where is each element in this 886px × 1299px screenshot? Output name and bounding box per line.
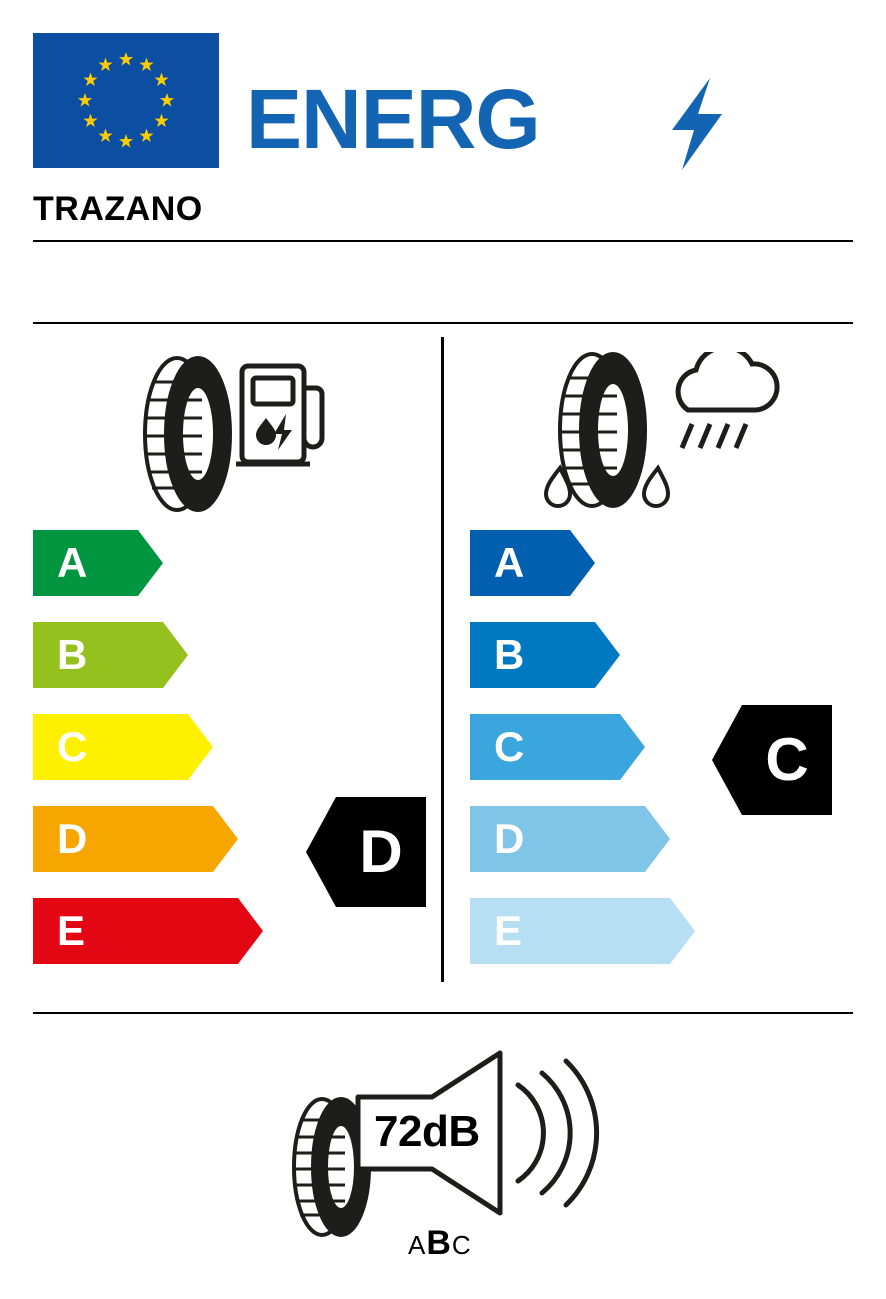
- divider-second: [33, 322, 853, 324]
- fuel-grade-b: [33, 622, 263, 688]
- eu-stars-icon: [33, 33, 219, 168]
- fuel-grade-c: [33, 714, 288, 780]
- fuel-efficiency-scale: [33, 530, 413, 980]
- wet-grade-c: [470, 714, 725, 780]
- wet-grade-a-letter: A: [494, 539, 525, 586]
- wet-grade-d-letter: D: [494, 815, 525, 862]
- fuel-grade-d-letter: D: [57, 815, 88, 862]
- energy-wordmark: ENERG: [246, 72, 540, 166]
- grade-arrow-shape: [33, 530, 163, 596]
- noise-class-a: A: [408, 1230, 427, 1260]
- fuel-grade-e: [33, 898, 338, 964]
- wet-rating-marker: [712, 705, 832, 815]
- fuel-grade-a: [33, 530, 233, 596]
- wet-grade-b: [470, 622, 700, 688]
- fuel-rating-marker: [306, 797, 426, 907]
- eu-flag: [33, 33, 219, 168]
- fuel-grade-a-letter: A: [57, 539, 88, 586]
- noise-class-b: B: [426, 1224, 452, 1262]
- fuel-grade-e-letter: E: [57, 907, 86, 954]
- wet-grade-d: [470, 806, 750, 872]
- noise-class-scale: [408, 1224, 472, 1263]
- wet-grade-a: [470, 530, 670, 596]
- label-header: [33, 33, 853, 168]
- wet-grade-b-letter: B: [494, 631, 525, 678]
- fuel-grade-d: [33, 806, 313, 872]
- grade-arrow-shape: [470, 530, 595, 596]
- noise-class-c: C: [451, 1230, 472, 1260]
- tyre-fuel-pump-icon: [120, 352, 330, 517]
- wet-rating-letter: C: [765, 726, 809, 793]
- divider-top: [33, 240, 853, 242]
- brand-name: TRAZANO: [33, 190, 203, 228]
- grade-arrow-shape: [470, 622, 620, 688]
- wet-grade-e-letter: E: [494, 907, 523, 954]
- lightning-bolt-icon: [666, 78, 726, 170]
- tyre-rain-cloud-icon: [530, 352, 780, 517]
- fuel-grade-c-letter: C: [57, 723, 88, 770]
- noise-value: 72dB: [374, 1107, 480, 1156]
- fuel-grade-b-letter: B: [57, 631, 88, 678]
- fuel-rating-letter: D: [359, 818, 403, 885]
- wet-grade-c-letter: C: [494, 723, 525, 770]
- wet-grade-e: [470, 898, 775, 964]
- divider-third: [33, 1012, 853, 1014]
- divider-vertical: [441, 337, 444, 982]
